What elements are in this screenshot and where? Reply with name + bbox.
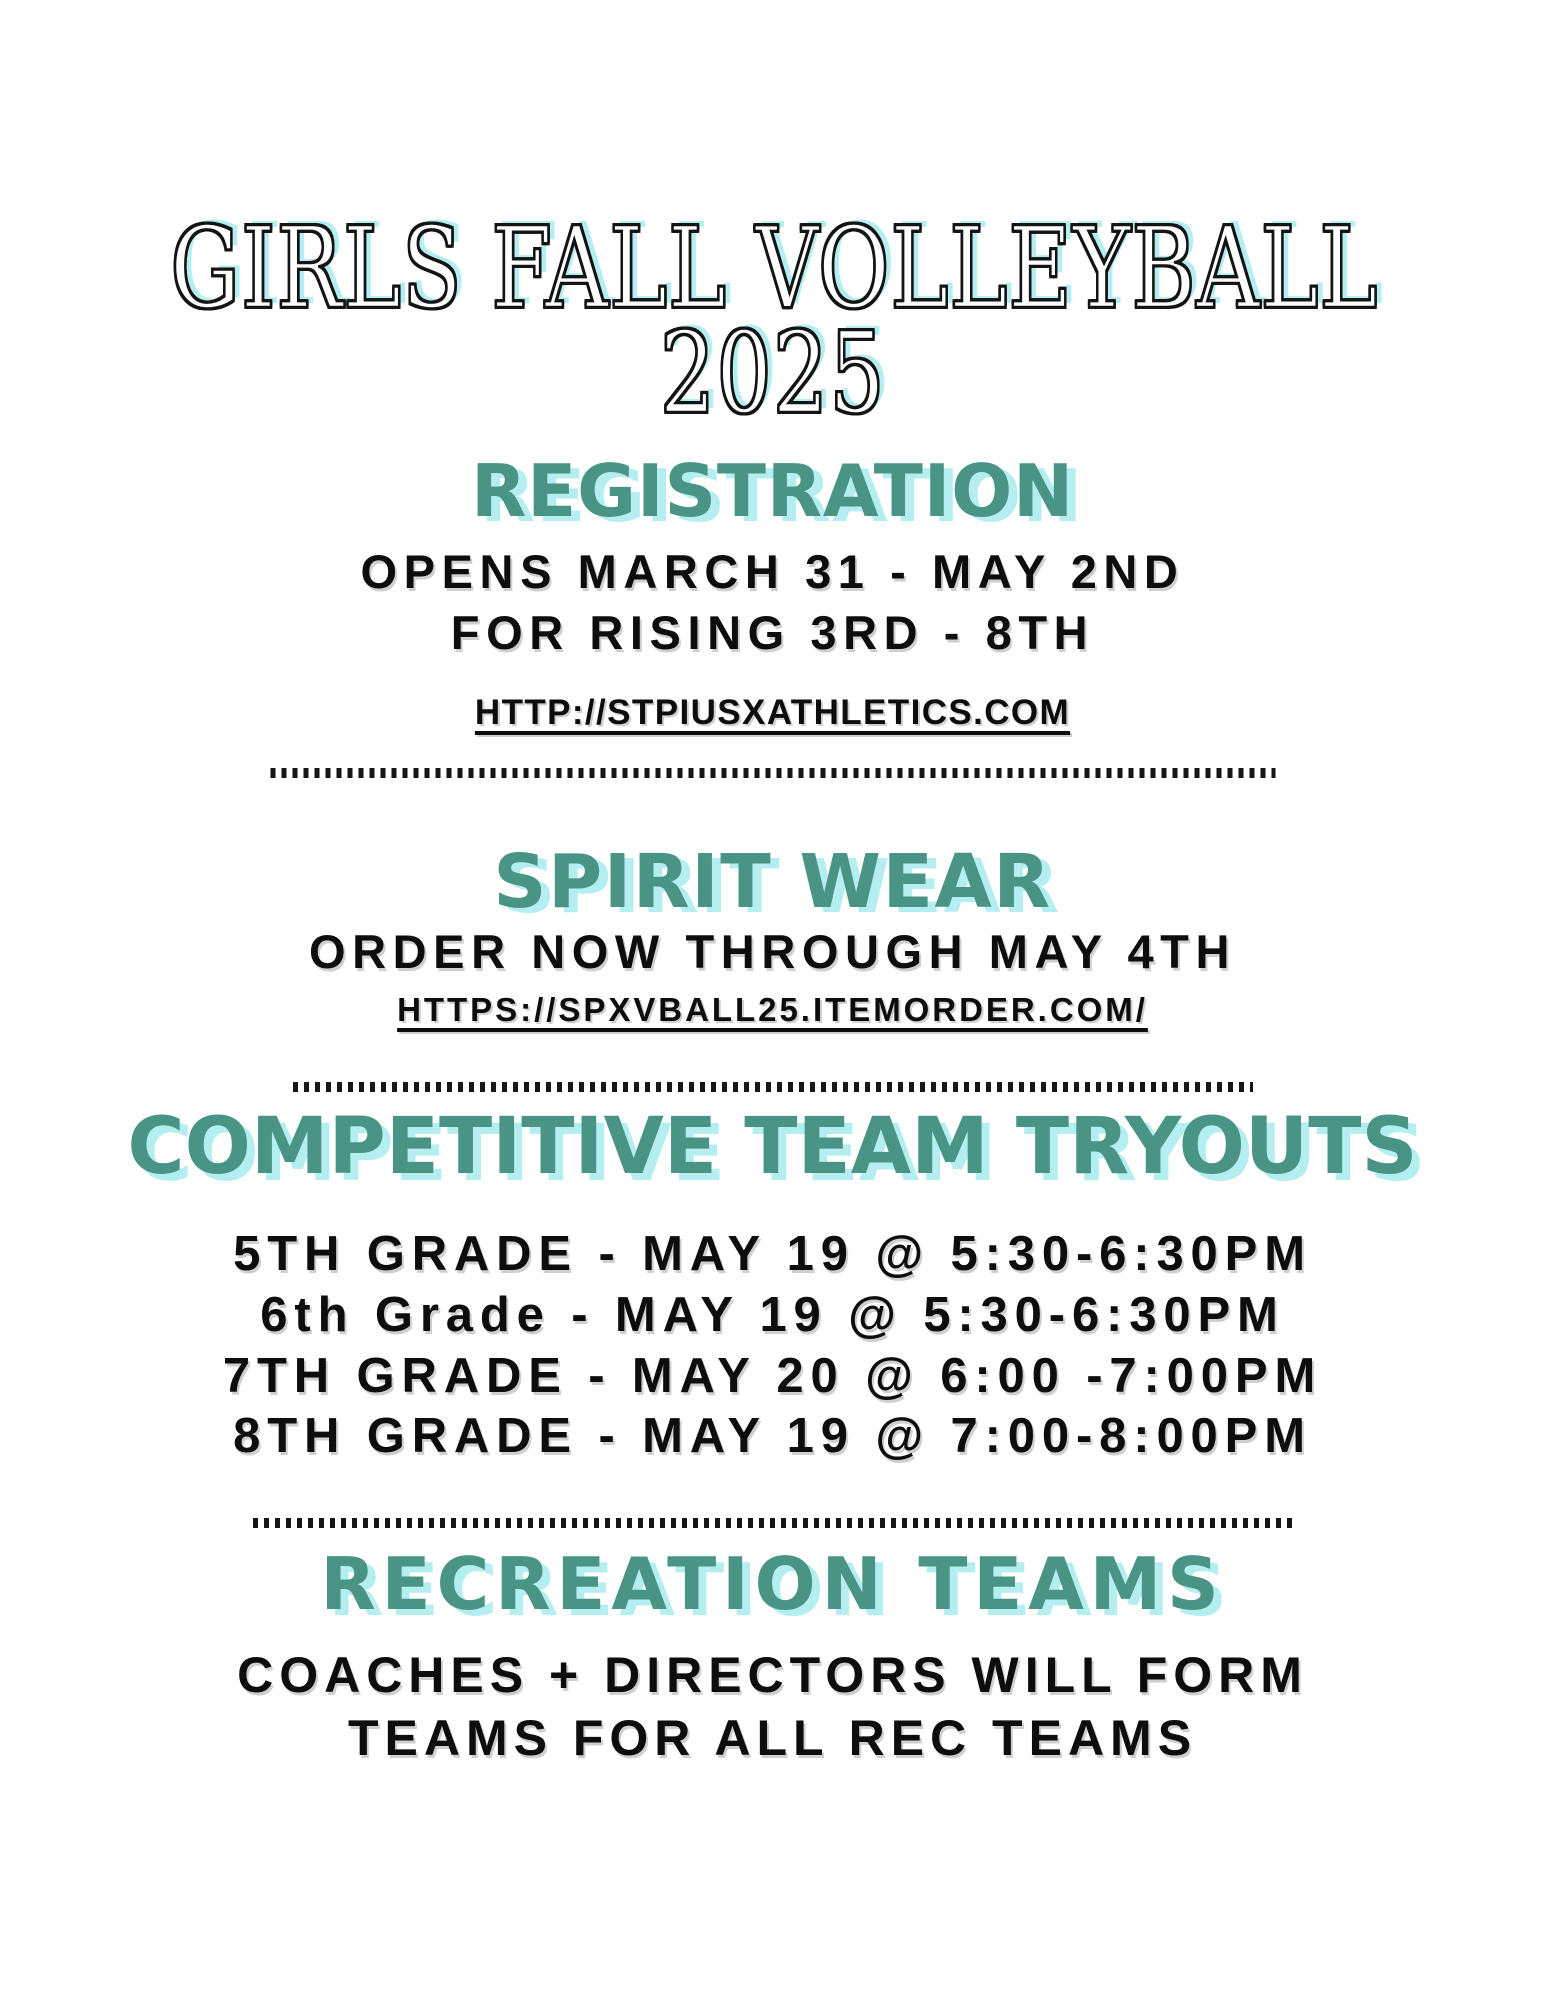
spirit-wear-details [0, 925, 1545, 978]
flyer-title-row-2 [0, 309, 1545, 439]
tryouts-schedule [0, 1224, 1545, 1467]
spirit-wear-url-link[interactable]: HTTPS://SPXVBALL25.ITEMORDER.COM/ [397, 991, 1148, 1028]
tryout-schedule-line-5th: 5TH GRADE - MAY 19 @ 5:30-6:30PM [233, 1227, 1312, 1281]
dotted-divider [270, 768, 1275, 778]
flyer-title-year: 2025 [659, 309, 886, 439]
recreation-heading: RECREATION TEAMS [320, 1542, 1225, 1626]
spirit-wear-order-line: ORDER NOW THROUGH MAY 4TH [309, 925, 1236, 978]
registration-url-row [0, 695, 1545, 730]
registration-heading: REGISTRATION [470, 449, 1075, 533]
dotted-divider [253, 1518, 1293, 1528]
spirit-wear-heading-row [0, 839, 1545, 925]
registration-section-heading-row [0, 449, 1545, 533]
registration-url-link[interactable]: HTTP://STPIUSXATHLETICS.COM [474, 693, 1071, 732]
dotted-divider [293, 1082, 1253, 1092]
registration-grades-line: FOR RISING 3RD - 8TH [450, 606, 1095, 660]
tryout-schedule-line-7th: 7TH GRADE - MAY 20 @ 6:00 -7:00PM [222, 1348, 1323, 1403]
tryouts-heading-row [0, 1102, 1545, 1192]
tryout-schedule-line-6th: 6th Grade - MAY 19 @ 5:30-6:30PM [260, 1287, 1285, 1342]
recreation-heading-row [0, 1542, 1545, 1626]
tryouts-heading: COMPETITIVE TEAM TRYOUTS [127, 1102, 1418, 1192]
tryout-schedule-line-8th: 8TH GRADE - MAY 19 @ 7:00-8:00PM [233, 1409, 1312, 1464]
recreation-details [0, 1644, 1545, 1769]
spirit-wear-url-row [0, 993, 1545, 1026]
recreation-teams-line: TEAMS FOR ALL REC TEAMS [347, 1709, 1198, 1766]
registration-dates-line: OPENS MARCH 31 - MAY 2ND [360, 545, 1185, 598]
flyer-title-line1: GIRLS FALL VOLLEYBALL [170, 204, 1379, 334]
registration-details [0, 541, 1545, 663]
spirit-wear-heading: SPIRIT WEAR [493, 839, 1052, 925]
recreation-coaches-line: COACHES + DIRECTORS WILL FORM [237, 1647, 1308, 1703]
